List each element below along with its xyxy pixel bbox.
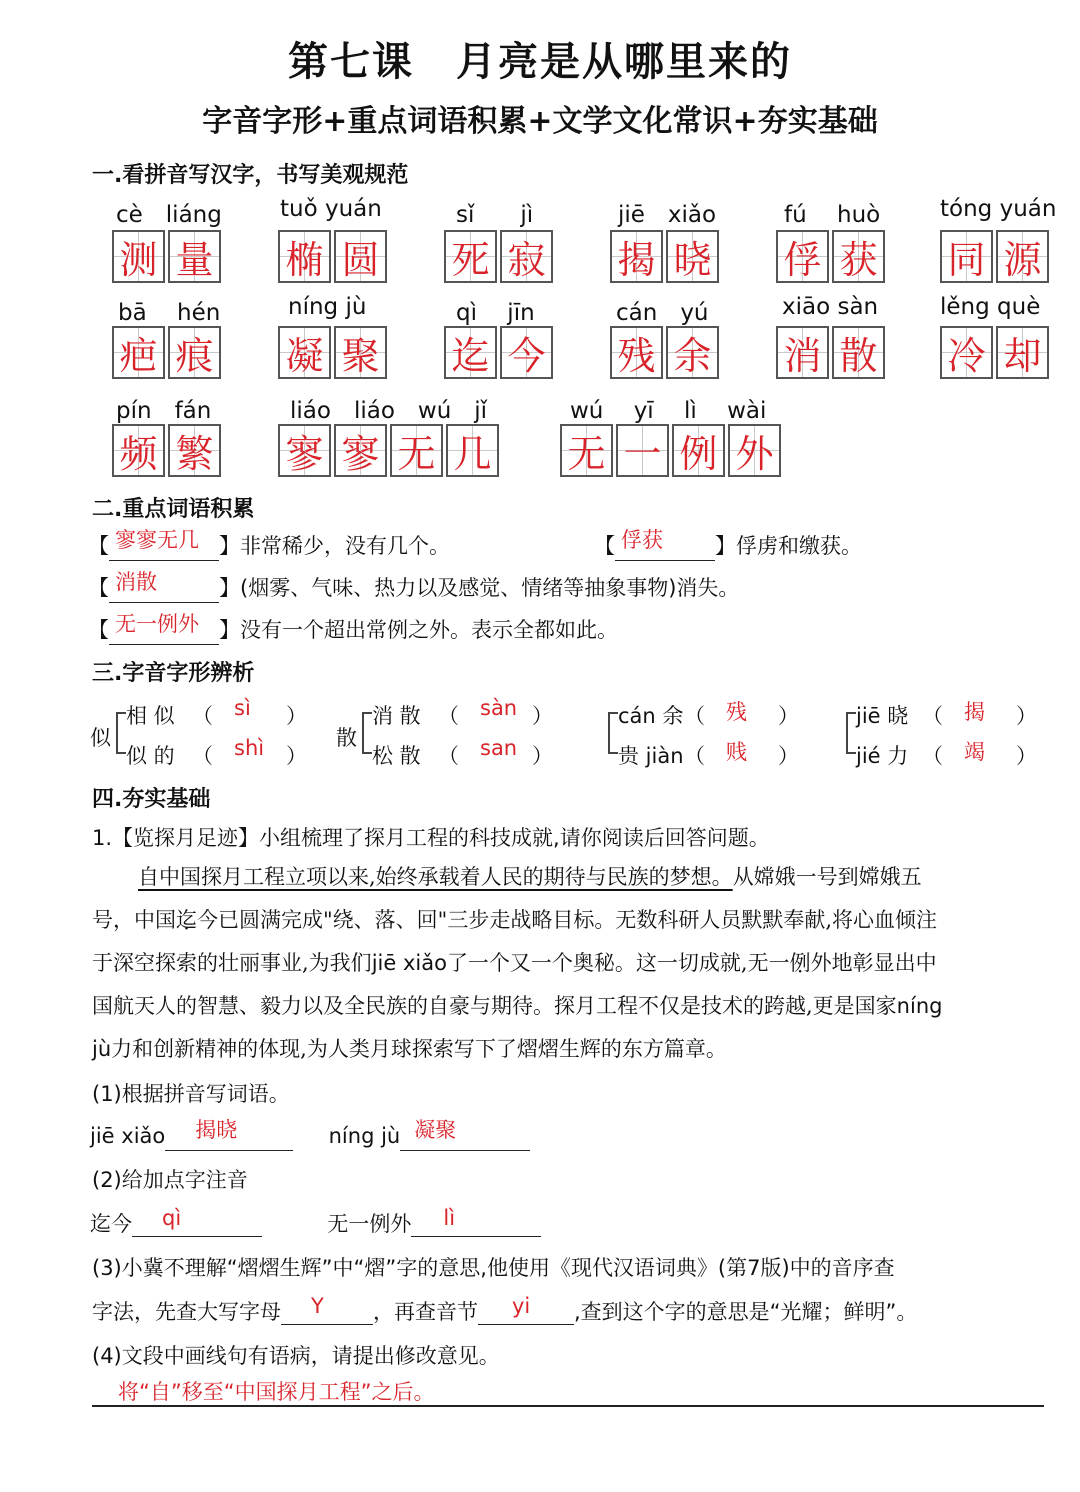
discrimination-word: cán 余 xyxy=(618,704,684,728)
writing-box-group xyxy=(940,230,1049,283)
pinyin-label: pín fán xyxy=(116,398,212,424)
right-paren: ） xyxy=(532,744,553,768)
sub-1-answers xyxy=(90,1120,530,1151)
pinyin-label: níng jù xyxy=(288,294,367,320)
writing-box-char: 寥 xyxy=(278,424,331,477)
left-paren: （ xyxy=(922,744,943,768)
vocab-item-4 xyxy=(88,614,618,645)
answer-blank: qì xyxy=(132,1212,262,1237)
vocab-definition-2: 】俘虏和缴获。 xyxy=(715,534,862,558)
writing-box-char: 繁 xyxy=(168,424,221,477)
group-char-label: 散 xyxy=(336,726,357,750)
writing-box-group xyxy=(278,326,387,379)
writing-box-char: 寥 xyxy=(334,424,387,477)
sub-question-4: (4)文段中画线句有语病，请提出修改意见。 xyxy=(92,1344,500,1368)
writing-box-char: 寂 xyxy=(500,230,553,283)
pinyin-label: xiāo sàn xyxy=(782,294,879,320)
open-bracket: 【 xyxy=(88,618,109,642)
group-bracket xyxy=(362,712,372,754)
section-2-heading: 二.重点词语积累 xyxy=(92,497,255,522)
vocab-answer-3: 消散 xyxy=(109,572,219,603)
writing-box-char: 迄 xyxy=(444,326,497,379)
answer-blank: 揭晓 xyxy=(165,1120,293,1151)
writing-box-char: 几 xyxy=(446,424,499,477)
pinyin-inline: níng xyxy=(896,994,943,1018)
discrimination-answer: san xyxy=(480,736,518,760)
writing-box-char: 同 xyxy=(940,230,993,283)
writing-box-char: 散 xyxy=(832,326,885,379)
discrimination-word: 贵 jiàn xyxy=(618,744,684,768)
pinyin-label: jiē xiǎo xyxy=(618,202,717,228)
group-bracket xyxy=(608,712,618,754)
question-text: ，再查音节 xyxy=(373,1300,478,1324)
writing-box-char: 量 xyxy=(168,230,221,283)
pinyin-label: cán yú xyxy=(616,300,709,326)
passage-text: 号，中国 xyxy=(92,908,176,932)
passage-text: 了一个又一个奥秘。这一切成就,无一 xyxy=(446,951,790,975)
open-bracket: 【 xyxy=(88,534,109,558)
writing-box-group xyxy=(278,424,499,477)
discrimination-answer: 贱 xyxy=(726,740,747,764)
answer-blank: Y xyxy=(281,1300,373,1325)
sub-2-answers xyxy=(90,1208,541,1238)
left-paren: （ xyxy=(684,744,705,768)
pinyin-label: wú yī lì wài xyxy=(570,398,767,424)
discrimination-answer: 揭 xyxy=(964,700,985,724)
vocab-answer-2: 俘获 xyxy=(615,530,715,561)
discrimination-answer: 竭 xyxy=(964,740,985,764)
sub-4-answer: 将“自”移至“中国探月工程”之后。 xyxy=(118,1380,435,1404)
answer-blank: lì xyxy=(411,1212,541,1237)
writing-box-group xyxy=(560,424,781,477)
left-paren: （ xyxy=(192,744,213,768)
writing-box-char: 测 xyxy=(112,230,165,283)
answer-label: jiē xiǎo xyxy=(90,1124,166,1148)
answer-blank: 凝聚 xyxy=(400,1120,530,1151)
pinyin-label: cè liáng xyxy=(116,202,222,228)
group-char-label: 似 xyxy=(90,726,111,750)
writing-box-char: 源 xyxy=(996,230,1049,283)
left-paren: （ xyxy=(192,704,213,728)
writing-box-char: 残 xyxy=(610,326,663,379)
writing-box-group xyxy=(610,326,719,379)
passage-text: 于深空探索的壮丽事业,为我们 xyxy=(92,951,372,975)
writing-box-char: 凝 xyxy=(278,326,331,379)
discrimination-answer: shì xyxy=(234,736,265,760)
writing-box-group xyxy=(112,326,221,379)
answer-label: níng jù xyxy=(328,1124,401,1148)
pinyin-label: liáo liáo wú jǐ xyxy=(290,398,488,424)
writing-box-char: 却 xyxy=(996,326,1049,379)
vocab-item-3 xyxy=(88,572,739,603)
writing-box-char: 聚 xyxy=(334,326,387,379)
right-paren: ） xyxy=(1016,744,1037,768)
page-title: 第七课 月亮是从哪里来的 xyxy=(288,39,792,85)
section-3-heading: 三.字音字形辨析 xyxy=(92,661,255,686)
discrimination-word: jiē 晓 xyxy=(856,704,909,728)
writing-box-char: 余 xyxy=(666,326,719,379)
writing-box-char: 揭 xyxy=(610,230,663,283)
right-paren: ） xyxy=(286,704,307,728)
sub-question-2: (2)给加点字注音 xyxy=(92,1168,248,1192)
sub-question-3: (3)小冀不理解“熠熠生辉”中“熠”字的意思,他使用《现代汉语词典》(第7版)中的音序查 xyxy=(92,1256,895,1280)
right-paren: ） xyxy=(778,744,799,768)
discrimination-word: 相 似 xyxy=(126,704,175,728)
pinyin-label: tóng yuán xyxy=(940,196,1057,222)
right-paren: ） xyxy=(286,744,307,768)
writing-box-char: 晓 xyxy=(666,230,719,283)
writing-box-char: 消 xyxy=(776,326,829,379)
underlined-sentence: 自中国探月工程立项以来,始终承载着人民的期待与民族的梦想。 xyxy=(138,865,733,889)
passage-text: 力和创新精神的体现,为人类月球探索写下了熠熠生辉的东方篇章。 xyxy=(111,1037,727,1061)
answer-label: 无一例外 xyxy=(327,1212,412,1236)
writing-box-group xyxy=(444,326,553,379)
vocab-definition-4: 】没有一个超出常例之外。表示全都如此。 xyxy=(219,618,618,642)
writing-box-group xyxy=(940,326,1049,379)
pinyin-label: tuǒ yuán xyxy=(280,196,382,222)
discrimination-word: 似 的 xyxy=(126,744,175,768)
dotted-char: 迄 xyxy=(176,908,197,932)
pinyin-label: bā hén xyxy=(118,300,221,326)
writing-box-char: 今 xyxy=(500,326,553,379)
pinyin-label: fú huò xyxy=(784,202,881,228)
group-bracket xyxy=(116,712,126,754)
writing-box-group xyxy=(776,326,885,379)
left-paren: （ xyxy=(438,704,459,728)
writing-box-char: 外 xyxy=(728,424,781,477)
section-4-heading: 四.夯实基础 xyxy=(92,787,211,812)
writing-box-char: 冷 xyxy=(940,326,993,379)
writing-box-char: 获 xyxy=(832,230,885,283)
writing-box-char: 无 xyxy=(560,424,613,477)
writing-box-group xyxy=(444,230,553,283)
writing-box-char: 椭 xyxy=(278,230,331,283)
pinyin-label: lěng què xyxy=(940,294,1041,320)
left-paren: （ xyxy=(438,744,459,768)
writing-box-char: 俘 xyxy=(776,230,829,283)
passage-text: 外地彰显出中 xyxy=(810,951,937,975)
writing-box-char: 死 xyxy=(444,230,497,283)
pinyin-inline: jù xyxy=(92,1037,112,1061)
open-bracket: 【 xyxy=(88,576,109,600)
question-1-intro: 1.【览探月足迹】小组梳理了探月工程的科技成就,请你阅读后回答问题。 xyxy=(92,826,770,850)
reading-passage xyxy=(92,856,1047,1071)
passage-text: 国航天人的智慧、毅力以及全民族的自豪与期待。探月工程不仅是技术的跨越,更是国家 xyxy=(92,994,897,1018)
writing-box-char: 圆 xyxy=(334,230,387,283)
discrimination-answer: sàn xyxy=(480,696,518,720)
writing-box-char: 例 xyxy=(672,424,725,477)
vocab-definition-1: 】非常稀少，没有几个。 xyxy=(219,534,450,558)
writing-box-group xyxy=(278,230,387,283)
discrimination-word: 松 散 xyxy=(372,744,421,768)
vocab-item-2 xyxy=(594,530,862,561)
discrimination-word: 消 散 xyxy=(372,704,421,728)
answer-line xyxy=(92,1405,1044,1407)
section-1-heading: 一.看拼音写汉字，书写美观规范 xyxy=(92,163,409,188)
right-paren: ） xyxy=(1016,704,1037,728)
open-bracket: 【 xyxy=(594,534,615,558)
group-bracket xyxy=(846,712,856,754)
writing-box-char: 无 xyxy=(390,424,443,477)
page-subtitle: 字音字形+重点词语积累+文学文化常识+夯实基础 xyxy=(202,104,878,139)
dotted-char: 例 xyxy=(789,951,811,975)
answer-label: 迄今 xyxy=(90,1212,132,1236)
pinyin-label: sǐ jì xyxy=(456,202,534,228)
writing-box-char: 频 xyxy=(112,424,165,477)
answer-blank: yi xyxy=(478,1300,574,1325)
vocab-answer-1: 寥寥无几 xyxy=(109,530,219,561)
discrimination-word: jié 力 xyxy=(856,744,909,768)
right-paren: ） xyxy=(778,704,799,728)
passage-text: 今已圆满完成"绕、落、回"三步走战略目标。无数科研人员默默奉献,将心血倾注 xyxy=(197,908,937,932)
pinyin-inline: jiē xiǎo xyxy=(371,951,447,975)
vocab-definition-3: 】(烟雾、气味、热力以及感觉、情绪等抽象事物)消失。 xyxy=(219,576,740,600)
sub-question-1: (1)根据拼音写词语。 xyxy=(92,1082,290,1106)
vocab-answer-4: 无一例外 xyxy=(109,614,219,645)
writing-box-char: 一 xyxy=(616,424,669,477)
left-paren: （ xyxy=(922,704,943,728)
writing-box-char: 痕 xyxy=(168,326,221,379)
writing-box-group xyxy=(112,230,221,283)
right-paren: ） xyxy=(532,704,553,728)
writing-box-group xyxy=(776,230,885,283)
writing-box-char: 疤 xyxy=(112,326,165,379)
discrimination-answer: sì xyxy=(234,696,251,720)
pinyin-label: qì jīn xyxy=(456,300,535,326)
writing-box-group xyxy=(112,424,221,477)
question-text: ,查到这个字的意思是“光耀；鲜明”。 xyxy=(574,1300,918,1324)
writing-box-group xyxy=(610,230,719,283)
passage-text: 从嫦娥一号到嫦娥五 xyxy=(732,865,922,889)
question-text: 字法，先查大写字母 xyxy=(92,1300,281,1324)
sub-3-line-2 xyxy=(92,1296,917,1326)
vocab-item-1 xyxy=(88,530,450,561)
left-paren: （ xyxy=(684,704,705,728)
discrimination-answer: 残 xyxy=(726,700,747,724)
